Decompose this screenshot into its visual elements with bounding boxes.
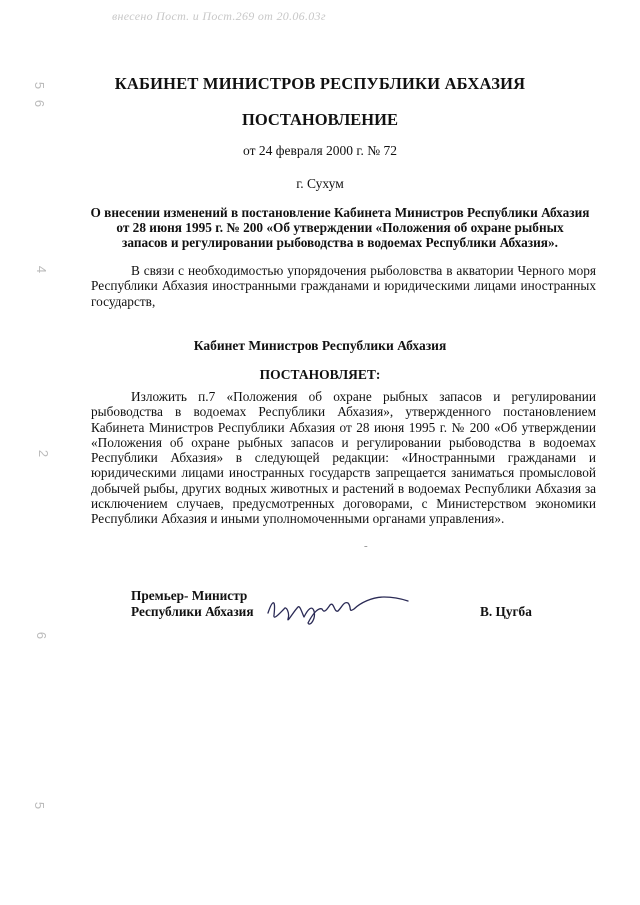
issuer-heading: Кабинет Министров Республики Абхазия: [193, 338, 447, 353]
signatory-title-line: Республики Абхазия: [131, 604, 254, 619]
margin-mark: 6: [32, 99, 48, 108]
date-and-number: от 24 февраля 2000 г. № 72: [243, 143, 397, 158]
signatory-title-line: Премьер- Министр: [131, 588, 248, 603]
main-paragraph: Изложить п.7 «Положения об охране рыбных запасов и регулировании рыбоводства в водоемах Республики Абхазия», утвержденного постановлением Кабинета Министров Республики Абхазия от 28 июня 1995 г. № 200 «Об утверждении «Положения об охране рыбных запасов и регулировании рыбоводства в водоемах Республики Абхазия» в следующей редакции: «Иностранными гражданами и юридическими лицами иностранных государств запрещается заниматься промысловой добычей рыбы, других водных животных и растений в водоемах Республики Абхазия за исключением случаев, предусмотренных договорами, с Министерством экономики Республики Абхазия и иными уполномоченными органами управления».: [91, 389, 596, 527]
city: г. Сухум: [296, 176, 344, 191]
stray-mark: -: [364, 540, 368, 552]
subject-heading: [80, 205, 600, 250]
margin-mark: 6: [34, 631, 50, 640]
margin-mark: 2: [36, 449, 52, 458]
subject-line: запасов и регулировании рыбоводства в водоемах Республики Абхазия».: [122, 235, 558, 250]
resolves-heading: ПОСТАНОВЛЯЕТ:: [259, 367, 381, 382]
document-type-heading: ПОСТАНОВЛЕНИЕ: [242, 110, 398, 129]
cabinet-heading: КАБИНЕТ МИНИСТРОВ РЕСПУБЛИКИ АБХАЗИЯ: [114, 74, 526, 93]
margin-mark: 5: [32, 81, 48, 90]
registration-stamp: внесено Пост. и Пост.269 от 20.06.03г: [112, 9, 326, 23]
margin-mark: 5: [32, 801, 48, 810]
preamble-paragraph: В связи с необходимостью упорядочения рыболовства в акватории Черного моря Республики Абхазия иностранными гражданами и юридическими лицами иностранных государств,: [91, 263, 596, 309]
signatory-title: [131, 588, 254, 620]
subject-line: О внесении изменений в постановление Кабинета Министров Республики Абхазия: [90, 205, 590, 220]
subject-line: от 28 июня 1995 г. № 200 «Об утверждении «Положения об охране рыбных: [116, 220, 564, 235]
signatory-name: В. Цугба: [480, 604, 532, 619]
handwritten-signature: [262, 583, 412, 628]
margin-mark: 4: [34, 265, 50, 274]
